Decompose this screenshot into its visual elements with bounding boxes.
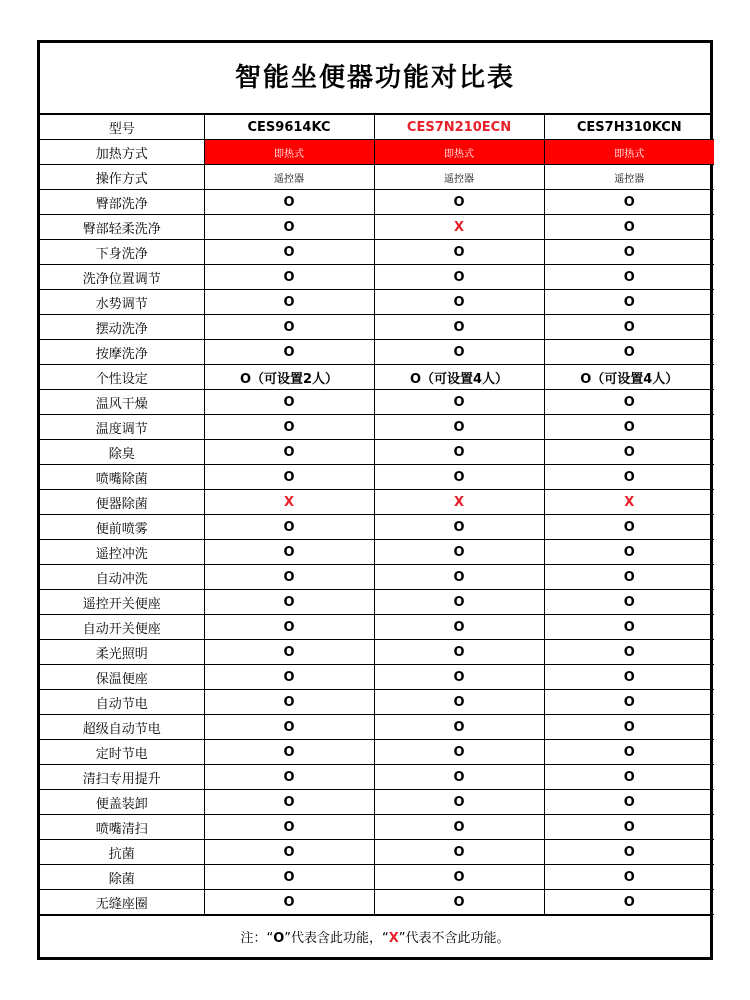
operation-value: 遥控器 — [544, 165, 714, 190]
feature-row — [40, 240, 714, 265]
feature-row — [40, 265, 714, 290]
feature-value: O — [374, 240, 544, 265]
feature-value: O — [374, 815, 544, 840]
feature-row — [40, 315, 714, 340]
feature-value: O — [374, 790, 544, 815]
feature-row — [40, 640, 714, 665]
feature-value: X — [374, 490, 544, 515]
heating-value: 即热式 — [544, 140, 714, 165]
feature-name: 无缝座圈 — [40, 890, 204, 915]
feature-name: 臀部轻柔洗净 — [40, 215, 204, 240]
feature-value: O — [544, 565, 714, 590]
feature-name: 定时节电 — [40, 740, 204, 765]
feature-value: O — [374, 890, 544, 915]
feature-value: O — [204, 465, 374, 490]
feature-value: O — [544, 390, 714, 415]
feature-name: 自动冲洗 — [40, 565, 204, 590]
feature-value: O — [374, 540, 544, 565]
feature-value: O — [544, 515, 714, 540]
feature-value: O — [374, 690, 544, 715]
feature-value: O — [374, 740, 544, 765]
feature-name: 清扫专用提升 — [40, 765, 204, 790]
feature-value: O — [544, 865, 714, 890]
feature-row — [40, 190, 714, 215]
feature-name: 按摩洗净 — [40, 340, 204, 365]
feature-value: O — [204, 690, 374, 715]
feature-row — [40, 490, 714, 515]
feature-name: 温度调节 — [40, 415, 204, 440]
feature-value: O — [204, 665, 374, 690]
feature-row — [40, 440, 714, 465]
feature-row — [40, 665, 714, 690]
feature-value: O — [374, 315, 544, 340]
feature-value: O — [544, 615, 714, 640]
operation-value: 遥控器 — [204, 165, 374, 190]
heating-value: 即热式 — [374, 140, 544, 165]
feature-value: O — [544, 465, 714, 490]
feature-value: O — [544, 815, 714, 840]
feature-row — [40, 715, 714, 740]
feature-value: O — [204, 290, 374, 315]
feature-value: O（可设置4人） — [374, 365, 544, 390]
feature-name: 自动开关便座 — [40, 615, 204, 640]
feature-value: O — [204, 640, 374, 665]
feature-value: O — [544, 315, 714, 340]
feature-name: 臀部洗净 — [40, 190, 204, 215]
feature-row — [40, 815, 714, 840]
operation-label: 操作方式 — [40, 165, 204, 190]
feature-value: O — [544, 340, 714, 365]
feature-row — [40, 590, 714, 615]
feature-value: O — [544, 415, 714, 440]
feature-value: O — [204, 415, 374, 440]
comparison-sheet — [37, 40, 713, 960]
feature-name: 柔光照明 — [40, 640, 204, 665]
feature-value: O — [374, 615, 544, 640]
feature-value: O — [204, 215, 374, 240]
feature-value: O — [374, 715, 544, 740]
feature-value: O — [204, 440, 374, 465]
feature-row — [40, 390, 714, 415]
feature-row — [40, 690, 714, 715]
feature-row — [40, 865, 714, 890]
feature-value: O — [544, 790, 714, 815]
feature-value: O（可设置4人） — [544, 365, 714, 390]
feature-name: 下身洗净 — [40, 240, 204, 265]
feature-row — [40, 515, 714, 540]
model-name: CES9614KC — [204, 115, 374, 140]
feature-row — [40, 740, 714, 765]
feature-name: 除菌 — [40, 865, 204, 890]
heating-label: 加热方式 — [40, 140, 204, 165]
feature-value: O — [204, 315, 374, 340]
feature-value: O — [374, 840, 544, 865]
feature-value: O — [204, 265, 374, 290]
feature-value: O — [374, 865, 544, 890]
feature-value: O（可设置2人） — [204, 365, 374, 390]
feature-value: O — [204, 515, 374, 540]
note-prefix: 注：“ — [240, 931, 274, 946]
feature-row — [40, 340, 714, 365]
feature-value: O — [204, 590, 374, 615]
feature-value: O — [374, 415, 544, 440]
feature-value: O — [204, 740, 374, 765]
note-o-mark: O — [273, 931, 285, 946]
feature-value: O — [204, 615, 374, 640]
feature-value: O — [544, 890, 714, 915]
comparison-table — [40, 115, 714, 915]
feature-value: O — [544, 715, 714, 740]
feature-name: 喷嘴除菌 — [40, 465, 204, 490]
feature-name: 除臭 — [40, 440, 204, 465]
feature-name: 便前喷雾 — [40, 515, 204, 540]
feature-name: 遥控开关便座 — [40, 590, 204, 615]
feature-value: O — [204, 190, 374, 215]
feature-row — [40, 890, 714, 915]
feature-row — [40, 290, 714, 315]
feature-row — [40, 465, 714, 490]
feature-name: 超级自动节电 — [40, 715, 204, 740]
operation-row — [40, 165, 714, 190]
feature-row — [40, 540, 714, 565]
model-header-row — [40, 115, 714, 140]
feature-name: 自动节电 — [40, 690, 204, 715]
feature-value: O — [544, 190, 714, 215]
feature-value: O — [544, 215, 714, 240]
feature-value: O — [374, 565, 544, 590]
feature-name: 温风干燥 — [40, 390, 204, 415]
feature-value: O — [544, 740, 714, 765]
feature-value: O — [374, 440, 544, 465]
feature-row — [40, 415, 714, 440]
feature-value: O — [544, 440, 714, 465]
legend-note — [40, 915, 710, 962]
feature-value: O — [374, 465, 544, 490]
feature-name: 保温便座 — [40, 665, 204, 690]
feature-value: O — [544, 840, 714, 865]
feature-value: O — [544, 690, 714, 715]
feature-name: 遥控冲洗 — [40, 540, 204, 565]
feature-value: O — [204, 790, 374, 815]
note-suffix: ”代表不含此功能。 — [398, 931, 510, 946]
feature-value: O — [374, 665, 544, 690]
feature-row — [40, 215, 714, 240]
feature-value: O — [204, 715, 374, 740]
feature-value: X — [544, 490, 714, 515]
feature-value: O — [544, 540, 714, 565]
feature-value: O — [374, 590, 544, 615]
feature-row — [40, 565, 714, 590]
model-label: 型号 — [40, 115, 204, 140]
feature-value: O — [204, 565, 374, 590]
heating-row — [40, 140, 714, 165]
feature-value: O — [544, 640, 714, 665]
feature-name: 水势调节 — [40, 290, 204, 315]
feature-value: O — [204, 540, 374, 565]
feature-value: O — [374, 765, 544, 790]
feature-value: O — [374, 640, 544, 665]
feature-name: 个性设定 — [40, 365, 204, 390]
feature-value: O — [374, 290, 544, 315]
note-x-mark: X — [388, 931, 399, 946]
feature-value: O — [374, 515, 544, 540]
feature-value: O — [544, 265, 714, 290]
feature-value: O — [204, 840, 374, 865]
feature-value: O — [204, 240, 374, 265]
feature-value: O — [204, 390, 374, 415]
feature-row — [40, 365, 714, 390]
feature-value: O — [204, 890, 374, 915]
feature-value: O — [204, 815, 374, 840]
feature-value: O — [544, 240, 714, 265]
feature-name: 喷嘴清扫 — [40, 815, 204, 840]
feature-value: O — [204, 865, 374, 890]
feature-row — [40, 840, 714, 865]
feature-value: O — [544, 290, 714, 315]
operation-value: 遥控器 — [374, 165, 544, 190]
feature-name: 摆动洗净 — [40, 315, 204, 340]
model-name: CES7N210ECN — [374, 115, 544, 140]
heating-value: 即热式 — [204, 140, 374, 165]
feature-row — [40, 615, 714, 640]
feature-value: X — [204, 490, 374, 515]
feature-value: O — [374, 265, 544, 290]
feature-row — [40, 765, 714, 790]
feature-name: 洗净位置调节 — [40, 265, 204, 290]
feature-value: O — [204, 765, 374, 790]
feature-value: O — [204, 340, 374, 365]
model-name: CES7H310KCN — [544, 115, 714, 140]
feature-value: O — [374, 340, 544, 365]
feature-name: 便盖装卸 — [40, 790, 204, 815]
feature-row — [40, 790, 714, 815]
feature-value: O — [374, 390, 544, 415]
feature-value: O — [374, 190, 544, 215]
feature-name: 便器除菌 — [40, 490, 204, 515]
feature-value: X — [374, 215, 544, 240]
feature-value: O — [544, 590, 714, 615]
note-middle: ”代表含此功能，“ — [284, 931, 389, 946]
page-title: 智能坐便器功能对比表 — [40, 43, 710, 115]
feature-name: 抗菌 — [40, 840, 204, 865]
feature-value: O — [544, 665, 714, 690]
feature-value: O — [544, 765, 714, 790]
